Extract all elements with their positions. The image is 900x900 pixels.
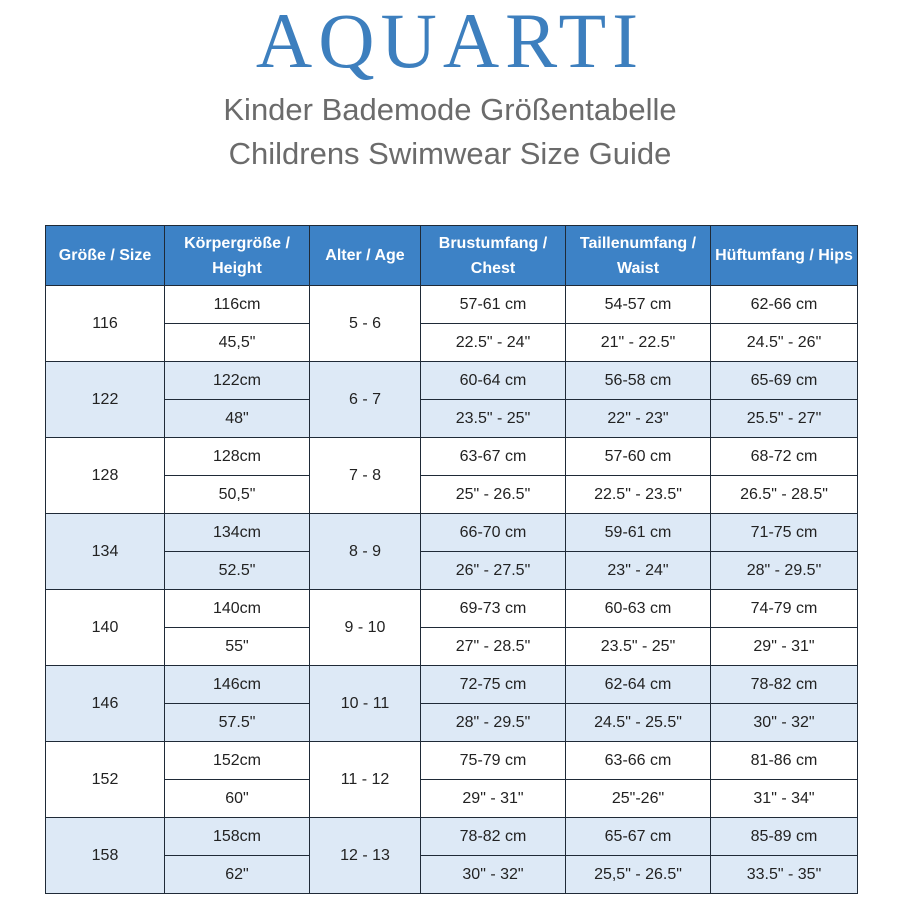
cell-waist-in: 25"-26" [566, 780, 711, 818]
cell-waist-cm: 56-58 cm [566, 362, 711, 400]
cell-size: 122 [46, 362, 165, 438]
cell-hips-in: 29" - 31" [711, 628, 858, 666]
cell-chest-cm: 57-61 cm [421, 286, 566, 324]
table-row [46, 400, 858, 438]
cell-height-cm: 158cm [165, 818, 310, 856]
cell-hips-in: 25.5" - 27" [711, 400, 858, 438]
cell-height-in: 45,5" [165, 324, 310, 362]
cell-waist-in: 23.5" - 25" [566, 628, 711, 666]
subtitle-english: Childrens Swimwear Size Guide [228, 136, 672, 171]
cell-waist-cm: 57-60 cm [566, 438, 711, 476]
table-header-row [46, 226, 858, 286]
cell-size: 158 [46, 818, 165, 894]
cell-age: 5 - 6 [310, 286, 421, 362]
cell-waist-cm: 54-57 cm [566, 286, 711, 324]
cell-height-cm: 152cm [165, 742, 310, 780]
cell-waist-in: 21" - 22.5" [566, 324, 711, 362]
cell-chest-cm: 60-64 cm [421, 362, 566, 400]
table-row [46, 742, 858, 780]
cell-height-in: 55" [165, 628, 310, 666]
cell-age: 11 - 12 [310, 742, 421, 818]
cell-chest-cm: 66-70 cm [421, 514, 566, 552]
cell-height-in: 57.5" [165, 704, 310, 742]
header-age: Alter / Age [310, 226, 421, 286]
cell-waist-cm: 59-61 cm [566, 514, 711, 552]
cell-size: 128 [46, 438, 165, 514]
cell-hips-in: 24.5" - 26" [711, 324, 858, 362]
header-hips: Hüftumfang / Hips [711, 226, 858, 286]
cell-size: 116 [46, 286, 165, 362]
cell-age: 10 - 11 [310, 666, 421, 742]
table-row [46, 552, 858, 590]
cell-waist-cm: 60-63 cm [566, 590, 711, 628]
table-row [46, 362, 858, 400]
size-table [45, 225, 858, 894]
table-row [46, 818, 858, 856]
table-row [46, 590, 858, 628]
table-row [46, 438, 858, 476]
cell-height-in: 50,5" [165, 476, 310, 514]
cell-hips-cm: 71-75 cm [711, 514, 858, 552]
header-waist: Taillenumfang / Waist [566, 226, 711, 286]
cell-chest-in: 26" - 27.5" [421, 552, 566, 590]
subtitle-german: Kinder Bademode Größentabelle [223, 92, 677, 127]
cell-waist-cm: 65-67 cm [566, 818, 711, 856]
cell-hips-in: 26.5" - 28.5" [711, 476, 858, 514]
cell-chest-in: 29" - 31" [421, 780, 566, 818]
cell-size: 146 [46, 666, 165, 742]
cell-hips-cm: 68-72 cm [711, 438, 858, 476]
header-size: Größe / Size [46, 226, 165, 286]
cell-waist-in: 25,5" - 26.5" [566, 856, 711, 894]
table-row [46, 476, 858, 514]
cell-age: 12 - 13 [310, 818, 421, 894]
table-row [46, 286, 858, 324]
cell-hips-cm: 62-66 cm [711, 286, 858, 324]
cell-age: 9 - 10 [310, 590, 421, 666]
cell-age: 6 - 7 [310, 362, 421, 438]
brand-logo: AQUARTI [255, 0, 645, 84]
cell-hips-in: 28" - 29.5" [711, 552, 858, 590]
cell-age: 7 - 8 [310, 438, 421, 514]
cell-height-cm: 146cm [165, 666, 310, 704]
cell-hips-cm: 65-69 cm [711, 362, 858, 400]
cell-size: 134 [46, 514, 165, 590]
cell-height-in: 62" [165, 856, 310, 894]
cell-chest-cm: 72-75 cm [421, 666, 566, 704]
cell-height-cm: 134cm [165, 514, 310, 552]
table-row [46, 780, 858, 818]
table-row [46, 704, 858, 742]
cell-hips-in: 33.5" - 35" [711, 856, 858, 894]
cell-waist-in: 24.5" - 25.5" [566, 704, 711, 742]
cell-height-in: 52.5" [165, 552, 310, 590]
cell-height-in: 48" [165, 400, 310, 438]
cell-chest-cm: 75-79 cm [421, 742, 566, 780]
cell-hips-in: 31" - 34" [711, 780, 858, 818]
cell-size: 152 [46, 742, 165, 818]
cell-hips-cm: 81-86 cm [711, 742, 858, 780]
cell-height-cm: 128cm [165, 438, 310, 476]
cell-hips-in: 30" - 32" [711, 704, 858, 742]
cell-height-cm: 140cm [165, 590, 310, 628]
cell-hips-cm: 74-79 cm [711, 590, 858, 628]
cell-chest-cm: 69-73 cm [421, 590, 566, 628]
table-row [46, 666, 858, 704]
cell-waist-in: 22.5" - 23.5" [566, 476, 711, 514]
table-row [46, 514, 858, 552]
cell-height-in: 60" [165, 780, 310, 818]
cell-waist-cm: 63-66 cm [566, 742, 711, 780]
table-row [46, 856, 858, 894]
cell-waist-in: 23" - 24" [566, 552, 711, 590]
cell-height-cm: 122cm [165, 362, 310, 400]
header-height: Körpergröße / Height [165, 226, 310, 286]
cell-hips-cm: 78-82 cm [711, 666, 858, 704]
cell-chest-cm: 63-67 cm [421, 438, 566, 476]
cell-age: 8 - 9 [310, 514, 421, 590]
cell-waist-in: 22" - 23" [566, 400, 711, 438]
cell-chest-in: 30" - 32" [421, 856, 566, 894]
cell-chest-in: 27" - 28.5" [421, 628, 566, 666]
cell-height-cm: 116cm [165, 286, 310, 324]
cell-hips-cm: 85-89 cm [711, 818, 858, 856]
cell-chest-in: 28" - 29.5" [421, 704, 566, 742]
table-row [46, 628, 858, 666]
cell-chest-in: 25" - 26.5" [421, 476, 566, 514]
cell-chest-in: 23.5" - 25" [421, 400, 566, 438]
cell-chest-cm: 78-82 cm [421, 818, 566, 856]
header-chest: Brustumfang / Chest [421, 226, 566, 286]
cell-chest-in: 22.5" - 24" [421, 324, 566, 362]
cell-waist-cm: 62-64 cm [566, 666, 711, 704]
cell-size: 140 [46, 590, 165, 666]
table-row [46, 324, 858, 362]
table-body [46, 286, 858, 894]
